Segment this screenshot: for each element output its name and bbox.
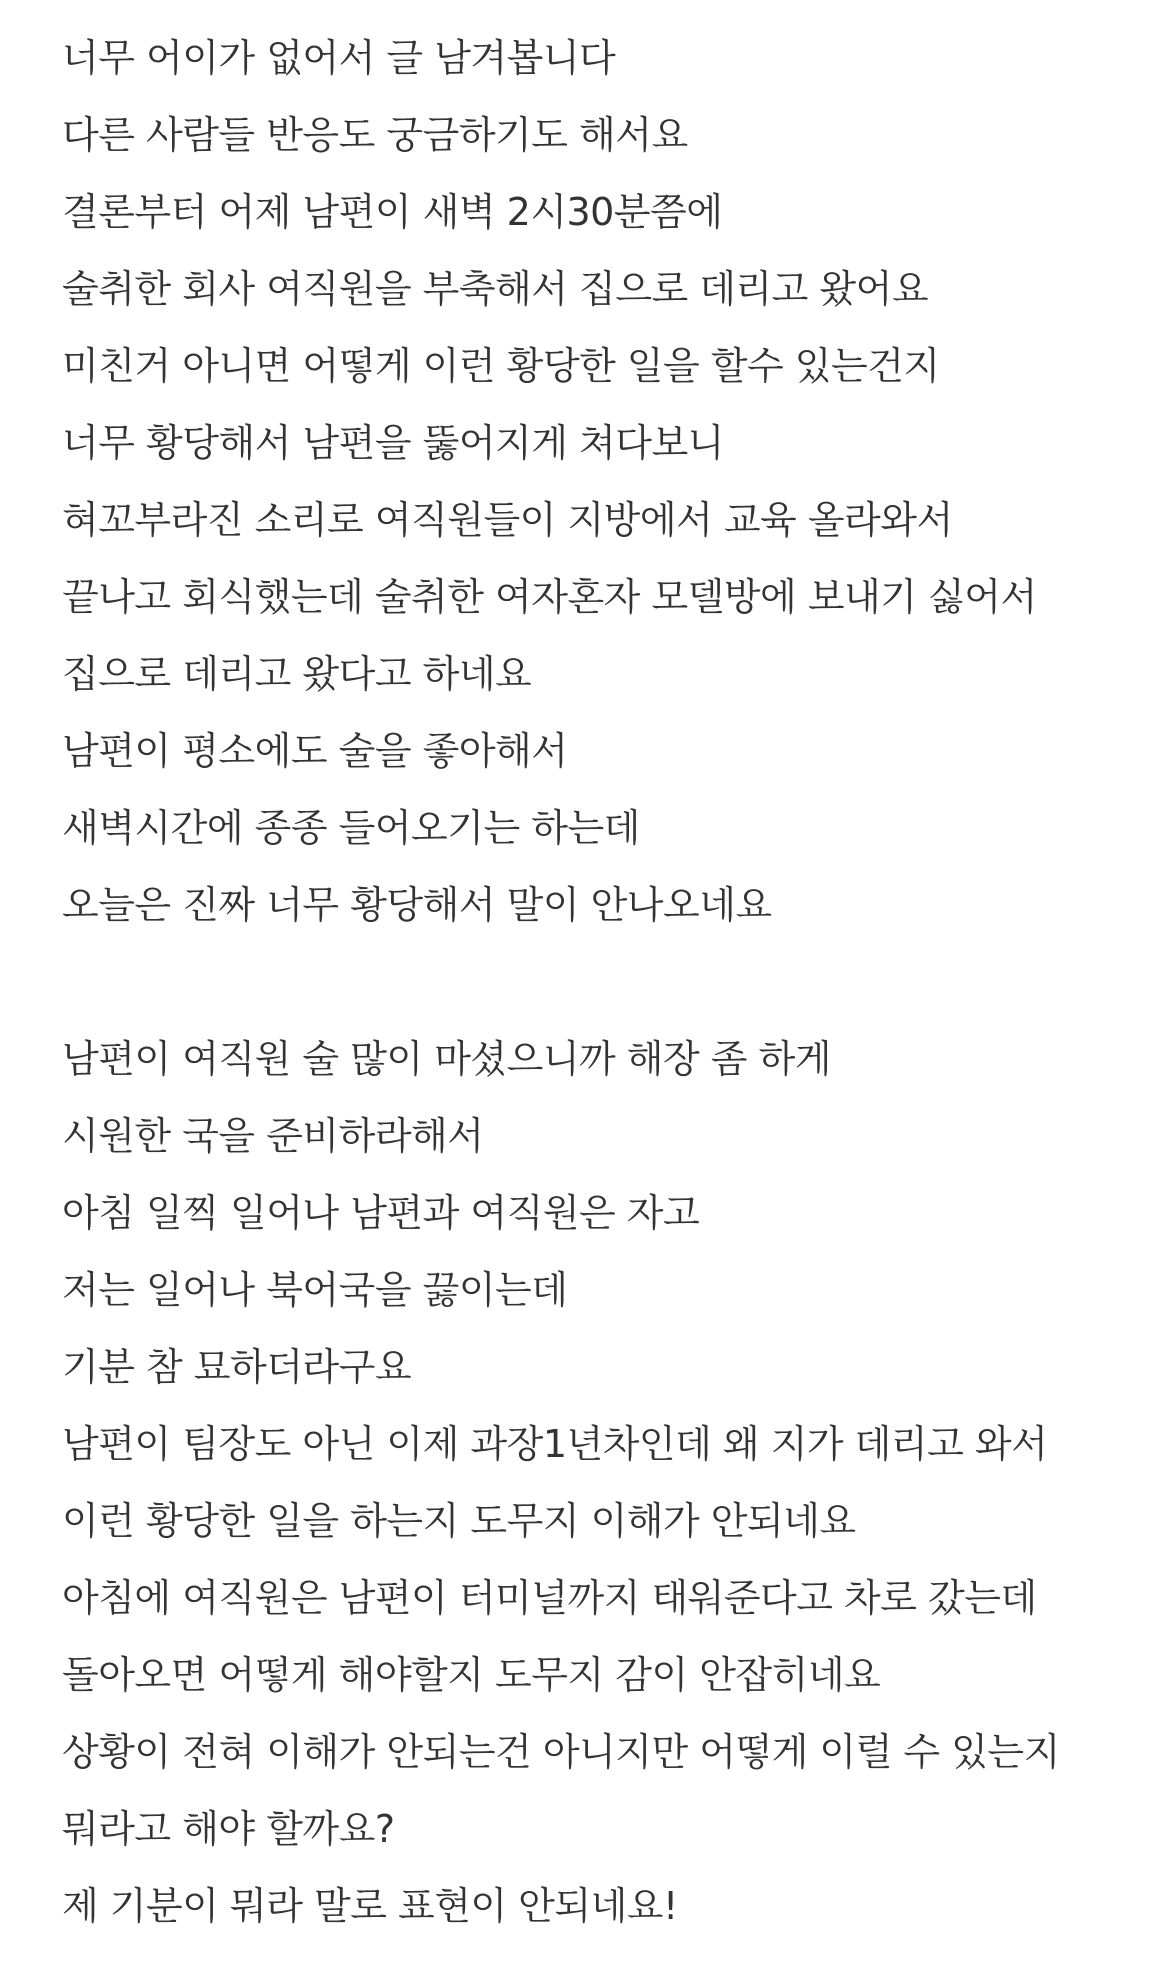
text-line: 저는 일어나 북어국을 끓이는데 bbox=[62, 1268, 568, 1312]
text-line: 결론부터 어제 남편이 새벽 2시30분쯤에 bbox=[62, 190, 723, 234]
text-line: 남편이 팀장도 아닌 이제 과장1년차인데 왜 지가 데리고 와서 bbox=[62, 1422, 1048, 1466]
text-line: 남편이 평소에도 술을 좋아해서 bbox=[62, 729, 568, 773]
text-line: 아침 일찍 일어나 남편과 여직원은 자고 bbox=[62, 1191, 700, 1235]
post-body bbox=[62, 20, 1142, 1945]
text-line: 혀꼬부라진 소리로 여직원들이 지방에서 교육 올라와서 bbox=[62, 498, 953, 542]
text-line: 이런 황당한 일을 하는지 도무지 이해가 안되네요 bbox=[62, 1499, 856, 1543]
text-line: 미친거 아니면 어떻게 이런 황당한 일을 할수 있는건지 bbox=[62, 344, 940, 388]
text-line: 상황이 전혀 이해가 안되는건 아니지만 어떻게 이럴 수 있는지 bbox=[62, 1730, 1060, 1774]
text-line: 제 기분이 뭐라 말로 표현이 안되네요! bbox=[62, 1884, 678, 1928]
paragraph bbox=[62, 20, 1142, 944]
paragraph-spacer bbox=[62, 944, 1142, 1021]
text-line: 시원한 국을 준비하라해서 bbox=[62, 1114, 484, 1158]
text-line: 기분 참 묘하더라구요 bbox=[62, 1345, 412, 1389]
text-line: 너무 어이가 없어서 글 남겨봅니다 bbox=[62, 36, 616, 80]
paragraph bbox=[62, 1021, 1142, 1945]
text-line: 아침에 여직원은 남편이 터미널까지 태워준다고 차로 갔는데 bbox=[62, 1576, 1037, 1620]
text-line: 새벽시간에 종종 들어오기는 하는데 bbox=[62, 806, 640, 850]
text-line: 뭐라고 해야 할까요? bbox=[62, 1807, 395, 1851]
text-line: 다른 사람들 반응도 궁금하기도 해서요 bbox=[62, 113, 688, 157]
text-line: 끝나고 회식했는데 술취한 여자혼자 모델방에 보내기 싫어서 bbox=[62, 575, 1037, 619]
text-line: 집으로 데리고 왔다고 하네요 bbox=[62, 652, 532, 696]
text-line: 술취한 회사 여직원을 부축해서 집으로 데리고 왔어요 bbox=[62, 267, 929, 311]
text-line: 너무 황당해서 남편을 뚫어지게 쳐다보니 bbox=[62, 421, 724, 465]
text-line: 남편이 여직원 술 많이 마셨으니까 해장 좀 하게 bbox=[62, 1037, 832, 1081]
text-line: 오늘은 진짜 너무 황당해서 말이 안나오네요 bbox=[62, 883, 772, 927]
text-line: 돌아오면 어떻게 해야할지 도무지 감이 안잡히네요 bbox=[62, 1653, 881, 1697]
